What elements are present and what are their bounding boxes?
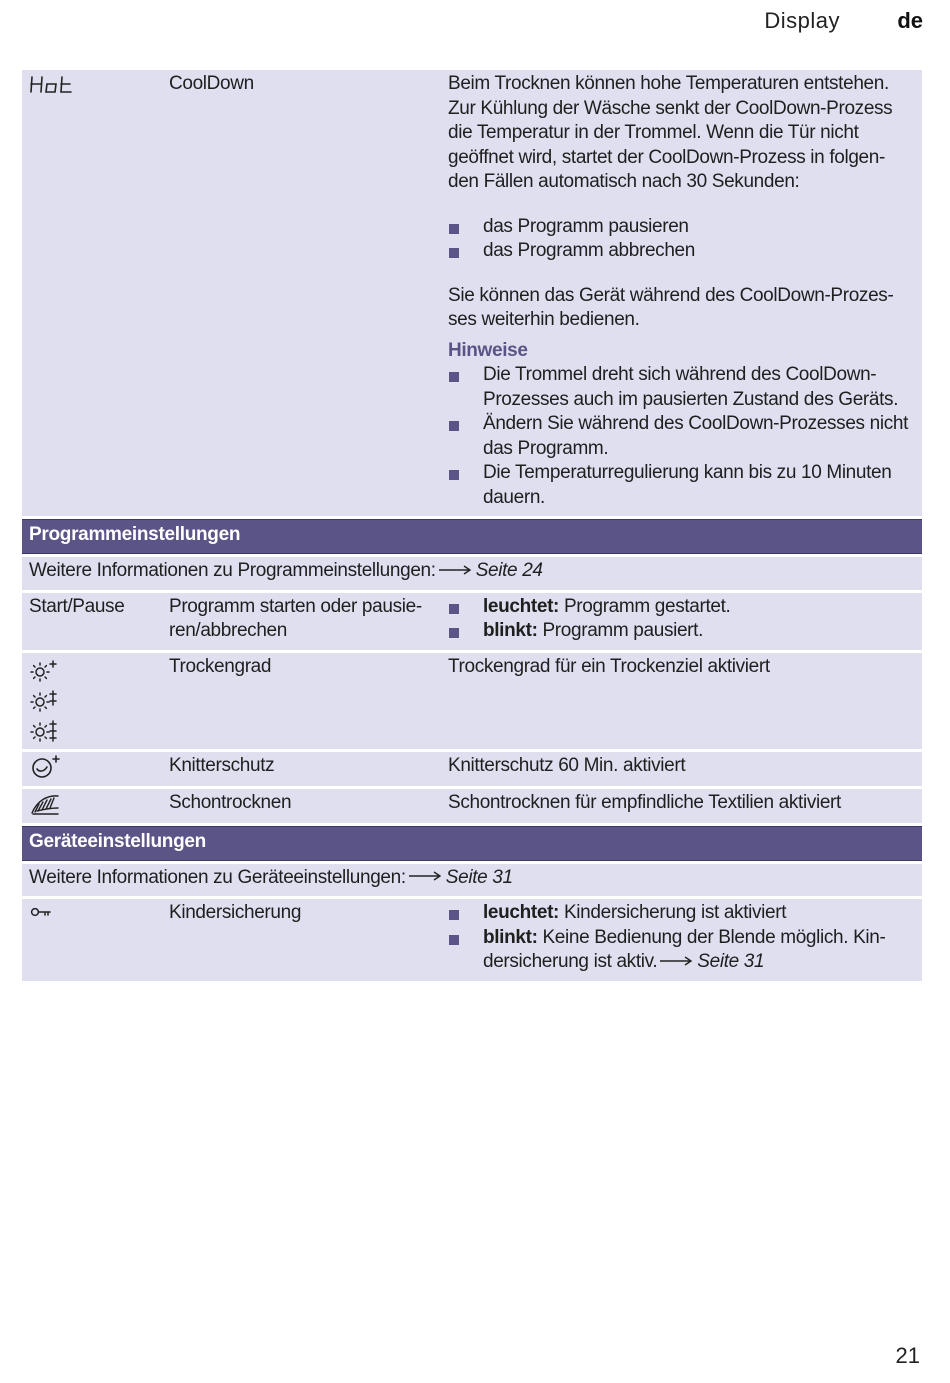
table-row-child-lock — [22, 899, 922, 981]
page-reference-link[interactable]: Seite 24 — [475, 560, 543, 581]
text-line: den Fällen automatisch nach 30 Sekunden: — [448, 171, 800, 192]
list-item: das Programm pausieren — [448, 215, 914, 240]
state-text: Programm pausiert. — [542, 620, 704, 641]
text-line: ses weiterhin bedienen. — [448, 309, 640, 330]
state-text: Programm gestartet. — [563, 595, 731, 617]
table-row-anti-crease — [22, 752, 922, 786]
start-pause-states — [441, 593, 922, 650]
info-text: Weitere Informationen zu Programmeinstellungen: — [29, 560, 436, 581]
list-item: das Programm abbrechen — [448, 239, 914, 264]
header-section-title: Display — [764, 8, 840, 33]
table-row-cooldown — [22, 70, 922, 516]
text-line: Prozesses auch im pausierten Zustand des Geräts. — [483, 388, 899, 410]
hints-list — [448, 363, 914, 510]
gentle-dry-description: Schontrocknen für empfindliche Textilien aktiviert — [448, 791, 841, 813]
text-line: das Programm. — [483, 437, 609, 459]
section-header-device-settings: Geräteeinstellungen — [22, 826, 922, 861]
state-label: leuchtet: — [483, 595, 560, 617]
arrow-right-icon — [408, 871, 442, 881]
table-row-program-info — [22, 557, 922, 590]
state-label: blinkt: — [483, 620, 538, 641]
text-line: Zur Kühlung der Wäsche senkt der CoolDown-Prozess — [448, 97, 893, 119]
cooldown-name: CoolDown — [169, 73, 254, 94]
gentle-dry-icon — [29, 791, 63, 817]
dryness-3-icon — [29, 719, 59, 743]
text-line: ren/abbrechen — [169, 620, 287, 641]
state-text: Kindersicherung ist aktiviert — [563, 902, 787, 923]
list-item — [448, 363, 914, 412]
arrow-right-icon — [659, 956, 693, 966]
program-settings-info — [22, 557, 922, 590]
dryness-name: Trockengrad — [169, 655, 272, 677]
child-lock-name: Kindersicherung — [169, 902, 302, 923]
table-row-device-info — [22, 864, 922, 897]
text-line: Die Temperaturregulierung kann bis zu 10 Minuten — [483, 462, 892, 483]
info-text: Weitere Informationen zu Geräteeinstellungen: — [29, 866, 406, 888]
text-line: die Temperatur in der Trommel. Wenn die Tür nicht — [448, 122, 859, 143]
text-line: dauern. — [483, 486, 545, 508]
cooldown-display-cell — [22, 70, 162, 516]
child-lock-states — [441, 899, 922, 981]
header-language: de — [897, 8, 923, 33]
text-line: geöffnet wird, startet der CoolDown-Prozess in folgen- — [448, 146, 885, 168]
dryness-description: Trockengrad für ein Trockenziel aktiviert — [448, 655, 770, 677]
anti-crease-icon-cell — [22, 752, 162, 786]
hot-display-icon — [29, 72, 75, 96]
dryness-icons — [22, 653, 162, 749]
text-line: Ändern Sie während des CoolDown-Prozesses nicht — [483, 413, 909, 434]
list-item — [448, 412, 914, 461]
page-reference-link[interactable]: Seite 31 — [445, 866, 513, 888]
table-row-start-pause — [22, 593, 922, 650]
anti-crease-description: Knitterschutz 60 Min. aktiviert — [448, 754, 686, 776]
child-lock-icon-cell — [22, 899, 162, 981]
page-reference-link[interactable]: Seite 31 — [697, 951, 765, 972]
gentle-dry-icon-cell — [22, 789, 162, 823]
dryness-1-icon — [29, 659, 59, 683]
page-number: 21 — [895, 1343, 920, 1368]
list-item — [448, 595, 914, 620]
anti-crease-name: Knitterschutz — [169, 754, 275, 776]
text-line: Sie können das Gerät während des CoolDown-Prozes- — [448, 284, 894, 306]
list-item — [448, 461, 914, 510]
device-settings-info — [22, 864, 922, 897]
arrow-right-icon — [438, 565, 472, 575]
list-item — [448, 619, 914, 644]
key-icon — [29, 901, 55, 923]
text-line: Beim Trocknen können hohe Temperaturen entstehen. — [448, 73, 889, 94]
state-text: Keine Bedienung der Blende möglich. Kin- — [542, 926, 886, 948]
cooldown-description — [441, 70, 922, 516]
start-pause-function — [162, 593, 441, 650]
table-row-dryness — [22, 653, 922, 749]
list-item — [448, 926, 914, 975]
cooldown-intro — [448, 72, 914, 195]
cooldown-cases-list — [448, 215, 914, 264]
state-text: dersicherung ist aktiv. — [483, 951, 658, 972]
cooldown-operate-note — [448, 284, 914, 333]
start-pause-label: Start/Pause — [29, 595, 125, 617]
section-header-program-settings: Programmeinstellungen — [22, 519, 922, 554]
text-line: Die Trommel dreht sich während des CoolDown- — [483, 364, 877, 385]
dryness-2-icon — [29, 689, 59, 713]
state-label: blinkt: — [483, 926, 538, 948]
text-line: Programm starten oder pausie- — [169, 595, 422, 617]
gentle-dry-name: Schontrocknen — [169, 791, 292, 813]
hints-title: Hinweise — [448, 339, 528, 361]
display-table — [22, 70, 922, 984]
anti-crease-icon — [29, 754, 63, 780]
table-row-gentle-dry — [22, 789, 922, 823]
state-label: leuchtet: — [483, 902, 560, 923]
list-item — [448, 901, 914, 926]
